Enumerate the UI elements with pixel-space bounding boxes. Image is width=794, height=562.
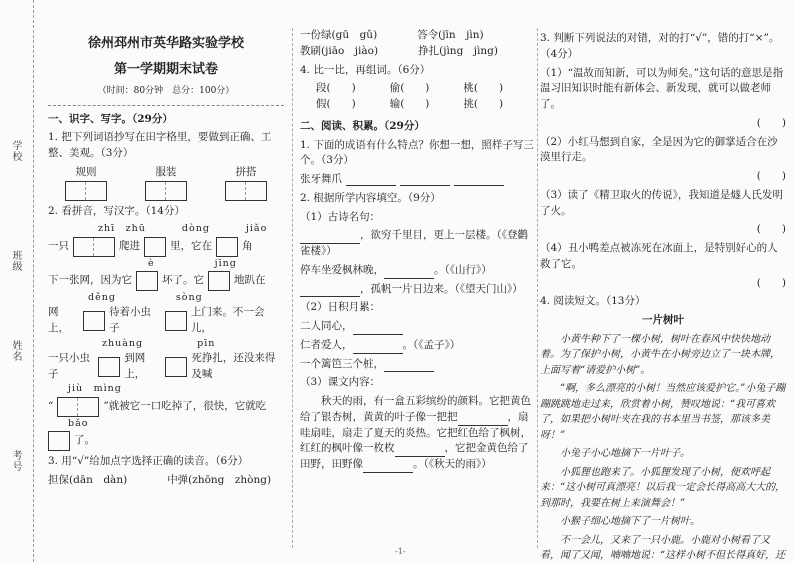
sentence-text: 网上，	[48, 306, 69, 334]
sentence-text: 到网上，	[124, 351, 146, 380]
poem-text: ，欲穷千里目，更上一层楼。（《登鹳雀楼》）	[300, 229, 528, 257]
column-divider	[292, 28, 293, 548]
column-right	[540, 28, 786, 562]
proverb-line	[300, 338, 536, 354]
question-2-4: 4. 阅读短文。（13分）	[540, 295, 646, 308]
proverb-line	[300, 357, 536, 373]
judge-answer[interactable]: ( )	[756, 276, 786, 289]
binding-school-label: 学校	[10, 140, 21, 162]
answer-blank[interactable]	[346, 174, 396, 186]
proverb-text: 。（《孟子》）	[402, 338, 461, 351]
compare-item[interactable]: 输( )	[389, 98, 430, 110]
fill-row	[48, 351, 284, 383]
answer-blank[interactable]	[384, 267, 434, 279]
copy-word	[145, 165, 187, 201]
question-1-4: 4. 比一比，再组词。（6分）	[300, 63, 431, 76]
idiom-row	[300, 172, 536, 188]
fill-row	[48, 271, 284, 291]
compare-item[interactable]: 段( )	[316, 82, 356, 95]
reading-choice[interactable]: 挣扎(jìng jìng)	[418, 44, 498, 57]
copy-word	[65, 165, 107, 201]
question-2-3: 3. 判断下列说法的对错，对的打“√”，错的打“×”。（4分）	[540, 32, 780, 60]
proverb-text: 仁者爱人，	[300, 338, 353, 351]
pinyin: è	[148, 257, 155, 269]
reading-choice[interactable]: 答令(jīn jìn)	[417, 29, 484, 41]
binding-class-label: 班级	[10, 250, 21, 272]
pinyin: sòng	[175, 291, 203, 303]
sentence-text: 爬进	[119, 239, 140, 252]
passage-title: 一片树叶	[642, 314, 684, 326]
text-fill	[300, 394, 536, 473]
writing-grid[interactable]	[73, 237, 115, 257]
fill-row	[48, 305, 284, 337]
writing-grid[interactable]	[136, 271, 158, 291]
fill-text: 秋天的雨，有一盒五彩缤纷的颜料。它把黄色给了银杏树，黄黄的叶子像一把把	[300, 395, 531, 423]
subquestion: （1）古诗名句：	[300, 210, 381, 223]
copy-words-row	[48, 165, 284, 201]
sentence-text: 里，它在	[170, 239, 212, 252]
judge-answer[interactable]: ( )	[756, 170, 786, 182]
writing-grid[interactable]	[98, 357, 120, 377]
sentence-text: 下一张网，因为它	[48, 273, 132, 286]
writing-grid[interactable]	[208, 271, 230, 291]
passage-body	[540, 332, 786, 562]
idiom-example: 张牙舞爪	[300, 173, 342, 185]
writing-grid[interactable]	[144, 237, 166, 257]
question-1-2: 2. 看拼音，写汉字。（14分）	[48, 204, 185, 217]
answer-blank[interactable]	[400, 174, 450, 186]
pinyin: pīn	[197, 337, 216, 349]
pinyin: zhuàng	[102, 337, 144, 349]
school-title: 徐州邳州市英华路实验学校	[87, 36, 244, 51]
writing-grid[interactable]	[216, 237, 238, 257]
judge-item: （4）丑小鸭差点被冻死在冰面上，是特别好心的人救了它。	[540, 242, 778, 270]
fill-text: ，扇哇扇哇，扇走了夏天的炎热。它把红色给了枫树，红红的枫叶像一枚枚	[300, 410, 531, 455]
poem-text: 山》）	[496, 282, 523, 295]
compare-item[interactable]: 偷( )	[389, 82, 430, 95]
pinyin: jiù mìng	[68, 383, 122, 395]
passage-paragraph: 小狐狸也跑来了。小狐狸发现了小树，便欢呼起来：“这小树可真漂亮！以后我一定会长得高高大大的，到那时，我要在树上来演舞会！”	[540, 466, 786, 509]
fill-row	[48, 431, 284, 451]
sentence-text: 一只小虫子	[48, 351, 90, 380]
pinyin-row	[48, 417, 284, 431]
poem-line	[300, 228, 536, 260]
copy-word	[225, 165, 267, 201]
pinyin: bǎo	[68, 417, 89, 429]
sentence-text: 上门来。不一会儿，	[190, 306, 265, 334]
compare-row	[300, 97, 536, 113]
sentence-text: ”就被它一口吃掉了，很快，它就吃	[103, 399, 267, 412]
pinyin: jiǎo	[245, 223, 268, 235]
pinyin: jīng	[214, 257, 237, 269]
reading-choice[interactable]: 中弹(zhōng zhòng)	[167, 473, 272, 486]
answer-blank[interactable]	[300, 285, 360, 297]
binding-id-label: 考号	[10, 450, 21, 472]
sentence-text: 死挣扎，还没来得及喊	[191, 351, 276, 380]
poem-line	[300, 263, 536, 279]
section-2-title: 二、阅读、积累。（29分）	[300, 119, 425, 132]
copy-word-text: 服装	[155, 165, 177, 178]
divider	[48, 105, 284, 106]
subquestion: （3）课文内容：	[300, 376, 381, 389]
pinyin-row	[48, 291, 284, 305]
answer-blank[interactable]	[353, 342, 403, 354]
judge-item: （3）读了《精卫取火的传说》，我知道是燧人氏发明了火。	[540, 188, 783, 217]
sentence-text: “	[48, 399, 54, 412]
answer-blank[interactable]	[300, 232, 360, 244]
question-1-3: 3. 用“√”给加点字选择正确的读音。（6分）	[48, 454, 249, 467]
sentence-text: 坏了。它	[162, 273, 204, 286]
sentence-text: 一只	[48, 239, 69, 252]
writing-grid[interactable]	[165, 311, 187, 331]
writing-grid[interactable]	[165, 357, 187, 377]
sentence-text: 地趴在	[234, 273, 266, 286]
pinyin-row	[48, 257, 284, 271]
proverb-text: 一个篱笆三个桩，	[300, 357, 384, 370]
writing-grid[interactable]	[57, 397, 99, 417]
judge-item: （2）小红马想到自家，全是因为它的御掌适合在沙漠里行走。	[540, 135, 778, 164]
poem-text: ，孤帆一片日边来。（《望天门	[360, 282, 497, 295]
subquestion: （2）日积月累：	[300, 301, 381, 314]
exam-time: （时间：80分钟 总分：100分）	[97, 86, 235, 96]
poem-line	[300, 282, 536, 298]
judge-item: （1）“温故而知新，可以为师矣。”这句话的意思是指温习旧知识时能有新体会、新发现，就可以做老师了。	[540, 66, 784, 110]
section-1-title: 一、识字、写字。（29分）	[48, 112, 173, 125]
copy-word-text: 规则	[75, 165, 97, 178]
copy-word-text: 拼搭	[235, 165, 257, 178]
binding-name-label: 姓名	[10, 340, 21, 362]
compare-item[interactable]: 假( )	[316, 98, 356, 110]
compare-row	[300, 81, 536, 97]
writing-grid[interactable]	[145, 181, 187, 201]
pinyin: dòng	[181, 223, 210, 235]
question-1-1: 1. 把下列词语抄写在田字格里，要做到正确、工整、美观。（3分）	[48, 131, 272, 159]
sentence-text: 角	[242, 239, 253, 252]
pinyin: děng	[88, 291, 116, 303]
answer-blank[interactable]	[395, 445, 445, 457]
reading-choice[interactable]: 教刷(jiāo jiào)	[300, 44, 379, 57]
column-middle	[300, 28, 536, 476]
judge-answer[interactable]: ( )	[756, 116, 786, 129]
column-left	[48, 28, 284, 488]
passage-paragraph: 不一会儿，又来了一只小鹿。小鹿对小树看了又看，闻了又闻，喃喃地说：“这样小树不但长得真好，还	[540, 534, 786, 562]
answer-blank[interactable]	[363, 461, 413, 473]
sentence-text: 了。	[74, 433, 95, 446]
answer-blank[interactable]	[454, 174, 504, 186]
passage-paragraph: 小兔子小心地摘下一片叶子。	[560, 448, 690, 460]
answer-blank[interactable]	[353, 323, 403, 335]
poem-text: 停车坐爱枫林晚，	[300, 263, 384, 276]
pinyin-row	[48, 222, 284, 236]
question-2-1: 1. 下面的成语有什么特点？你想一想，照样子写三个。（3分）	[300, 138, 534, 167]
question-2-2: 2. 根据所学内容填空。（9分）	[300, 191, 441, 204]
pinyin-row	[48, 382, 284, 396]
pinyin: zhī zhū	[98, 223, 146, 235]
binding-margin	[0, 0, 34, 562]
reading-choice[interactable]: 一份绿(gū gǔ)	[300, 29, 378, 41]
answer-blank[interactable]	[458, 414, 508, 426]
writing-grid[interactable]	[83, 311, 105, 331]
writing-grid[interactable]	[65, 181, 107, 201]
fill-row	[48, 237, 284, 257]
passage-paragraph: 小猴子细心地摘下了一片树叶。	[560, 516, 700, 528]
reading-choice-row	[300, 44, 536, 60]
column-divider	[537, 28, 538, 548]
fill-row	[48, 397, 284, 417]
passage-paragraph: “啊，多么漂亮的小树！当然应该爱护它。”小兔子蹦蹦跳跳地走过来，欣赏着小树，赞叹地说：“我可喜欢了，如果把小树叶夹在我的书本里当书签，那该多美呀！”	[540, 383, 786, 441]
poem-text: 。（《山行》）	[434, 263, 492, 276]
sentence-text: 待着小虫子	[109, 306, 152, 334]
writing-grid[interactable]	[225, 181, 267, 201]
page-number: -1-	[395, 547, 406, 556]
fill-text: ，它把金黄色给了田野，田野像	[300, 442, 529, 470]
reading-choice-row	[300, 28, 536, 44]
writing-grid[interactable]	[48, 431, 70, 451]
compare-item[interactable]: 挑( )	[463, 98, 504, 110]
exam-title: 第一学期期末试卷	[113, 61, 218, 77]
pinyin-row	[48, 337, 284, 351]
reading-choice-row	[48, 473, 284, 489]
passage-paragraph: 小黄牛种下了一棵小树，树叶在春风中快快地动着。为了保护小树，小黄牛在小树旁边立了一块木牌，上面写着“请爱护小树”。	[540, 333, 780, 376]
proverb-line	[300, 319, 536, 335]
compare-item[interactable]: 桃( )	[463, 82, 504, 95]
reading-choice[interactable]: 担保(dān dàn)	[48, 473, 128, 486]
fill-text: 。（《秋天的雨》）	[413, 458, 492, 470]
answer-blank[interactable]	[384, 360, 434, 372]
judge-answer[interactable]: ( )	[756, 223, 786, 236]
proverb-text: 二人同心，	[300, 320, 353, 332]
